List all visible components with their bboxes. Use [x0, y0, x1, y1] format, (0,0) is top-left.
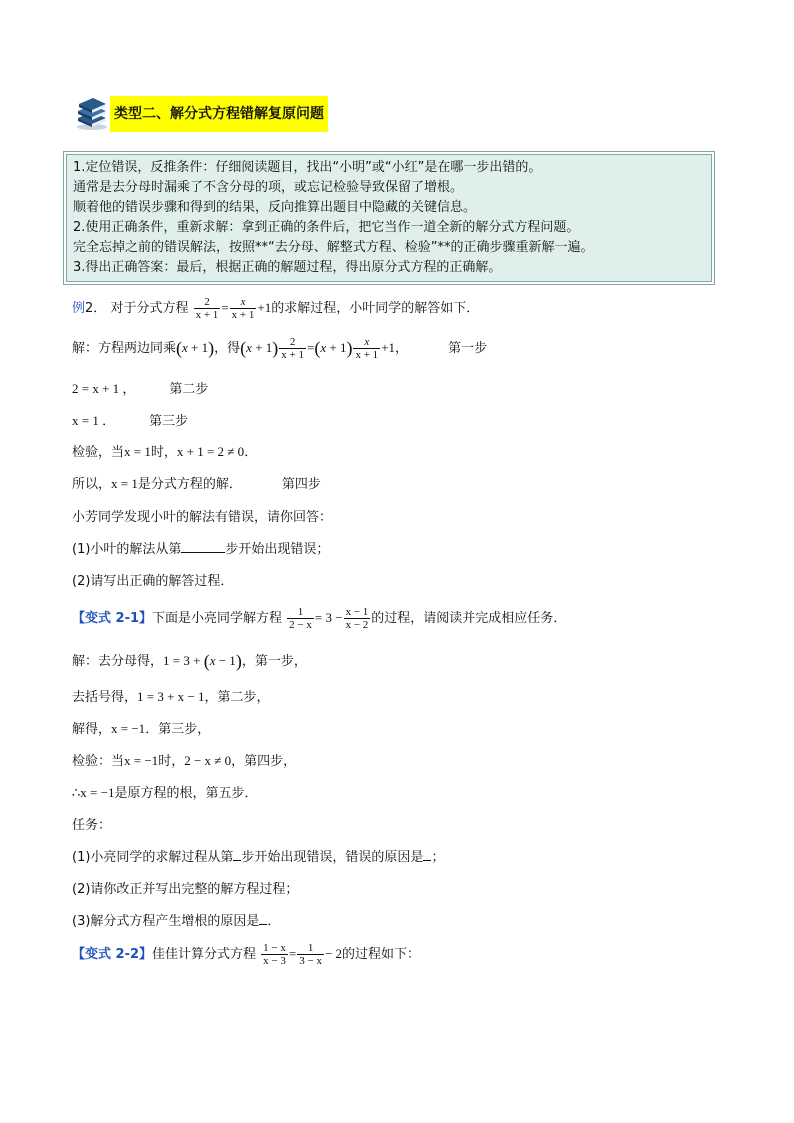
- text: 解：方程两边同乘: [72, 341, 177, 356]
- text: (1)小叶的解法从第: [72, 542, 182, 557]
- variant1-line1: 解：去分母得，1 = 3 + (x − 1)，第一步，: [72, 651, 307, 671]
- tip-line: 2.使用正确条件，重新求解：拿到正确的条件后，把它当作一道全新的解分式方程问题。: [73, 220, 580, 235]
- text: 的过程，请阅读并完成相应任务．: [371, 611, 567, 626]
- fraction: $\frac{x}{x + 1}$: [355, 336, 379, 361]
- fraction: $\frac{x}{x + 1}$: [231, 296, 255, 321]
- text: 是原方程的根，第五步．: [114, 786, 258, 801]
- example2-line3: [72, 410, 188, 429]
- text: ．: [244, 445, 258, 460]
- text: ．: [267, 914, 281, 929]
- text: 解：去分母得，: [72, 654, 164, 669]
- step-label: 第二步: [169, 382, 209, 397]
- math: 2 = x + 1 ，: [72, 381, 136, 396]
- example2-solution-line1: 解：方程两边同乘(x + 1)，得(x + 1) $\frac{2}{x + 1}$ =(x + 1) $\frac{x}{x + 1}$ +1， 第一步: [72, 336, 488, 361]
- text: ，得: [214, 341, 241, 356]
- math: x = 1 ．: [72, 413, 116, 428]
- text: ，第四步，: [231, 754, 297, 769]
- text: 时，: [158, 754, 185, 769]
- variant1-task1: [72, 846, 444, 865]
- tip-line: 通常是去分母时漏乘了不含分母的项，或忘记检验导致保留了增根。: [73, 180, 464, 195]
- example-label: 例: [72, 301, 86, 316]
- example2-conclusion: [72, 473, 321, 492]
- tips-box: [66, 154, 712, 282]
- text: 佳佳计算分式方程: [152, 947, 257, 962]
- text: ∴: [72, 786, 81, 801]
- text: 所以，: [72, 477, 112, 492]
- text: 检验，当: [72, 445, 125, 460]
- answer-blank[interactable]: [181, 540, 225, 553]
- example-number: 2．: [85, 301, 107, 316]
- text: ．第三步，: [145, 722, 211, 737]
- example2-found: 小芳同学发现小叶的解法有错误，请你回答：: [72, 510, 333, 525]
- text: (3)解分式方程产生增根的原因是: [72, 914, 260, 929]
- text: 去括号得，: [72, 690, 138, 705]
- variant1-line4: [72, 750, 296, 769]
- fraction: $\frac{1}{3 - x}$: [299, 942, 322, 967]
- variant1-line3: [72, 718, 210, 737]
- text: 的求解过程，小叶同学的解答如下．: [271, 301, 480, 316]
- math: 1 = 3 + x − 1: [137, 689, 205, 704]
- example2-check: [72, 441, 257, 460]
- math: x = −1: [80, 785, 115, 800]
- text: 步开始出现错误；: [225, 542, 330, 557]
- text: 步开始出现错误，错误的原因是: [241, 850, 424, 865]
- tip-line: 3.得出正确答案：最后，根据正确的解题过程，得出原分式方程的正确解。: [73, 260, 502, 275]
- step-label: 第三步: [149, 414, 189, 429]
- fraction: $\frac{2}{x + 1}$: [195, 296, 219, 321]
- math: x = −1: [111, 721, 146, 736]
- fraction: $\frac{1 - x}{x - 3}$: [263, 942, 286, 967]
- text: ；: [431, 850, 445, 865]
- example2-question1: [72, 538, 329, 557]
- text: 时，: [150, 445, 177, 460]
- variant1-task-label: 任务：: [72, 818, 112, 833]
- variant1-line5: [72, 782, 257, 801]
- math: x = 1: [124, 444, 151, 459]
- step-label: 第四步: [281, 477, 321, 492]
- fraction: $\frac{1}{2 - x}$: [289, 606, 312, 631]
- text: 解得，: [72, 722, 112, 737]
- variant2-intro: 【变式 2-2】佳佳计算分式方程 $\frac{1 - x}{x - 3}$ = $\frac{1}{3 - x}$ − 2的过程如下：: [72, 942, 421, 967]
- books-icon: [74, 96, 110, 132]
- math: 2 − x ≠ 0: [184, 753, 232, 768]
- variant-tag: 【变式 2-2】: [72, 947, 153, 962]
- fraction: $\frac{x - 1}{x - 2}$: [345, 606, 369, 631]
- fraction: $\frac{2}{x + 1}$: [281, 336, 304, 361]
- variant1-intro: 【变式 2-1】下面是小亮同学解方程 $\frac{1}{2 - x}$ = 3 − $\frac{x - 1}{x - 2}$ 的过程，请阅读并完成相应任务．: [72, 606, 567, 631]
- text: ，第一步，: [241, 654, 307, 669]
- example2-line2: [72, 378, 208, 397]
- tip-line: 完全忘掉之前的错误解法，按照**“去分母、解整式方程、检验”**的正确步骤重新解一遍。: [73, 240, 594, 255]
- variant1-line2: [72, 686, 270, 705]
- text: 是分式方程的解．: [137, 477, 242, 492]
- step-label: 第一步: [448, 341, 488, 356]
- text: 检验：当: [72, 754, 125, 769]
- text: 的过程如下：: [342, 947, 421, 962]
- variant1-task3: [72, 910, 280, 929]
- math: x = −1: [124, 753, 159, 768]
- example2-intro: 例2． 对于分式方程 $\frac{2}{x + 1}$ = $\frac{x}{x + 1}$ +1的求解过程，小叶同学的解答如下．: [72, 296, 480, 321]
- math: x = 1: [111, 476, 138, 491]
- text: (1)小亮同学的求解过程从第: [72, 850, 234, 865]
- tip-line: 顺着他的错误步骤和得到的结果，反向推算出题目中隐藏的关键信息。: [73, 200, 477, 215]
- text: ，第二步，: [204, 690, 270, 705]
- text: 对于分式方程: [110, 301, 189, 316]
- math: x + 1 = 2 ≠ 0: [176, 444, 245, 459]
- text: 下面是小亮同学解方程: [152, 611, 283, 626]
- tip-line: 1.定位错误，反推条件：仔细阅读题目，找出“小明”或“小红”是在哪一步出错的。: [73, 160, 542, 175]
- section-title: 类型二、解分式方程错解复原问题: [110, 96, 328, 132]
- example2-question2: (2)请写出正确的解答过程．: [72, 574, 234, 589]
- variant1-task2: (2)请你改正并写出完整的解方程过程；: [72, 882, 299, 897]
- variant-tag: 【变式 2-1】: [72, 611, 153, 626]
